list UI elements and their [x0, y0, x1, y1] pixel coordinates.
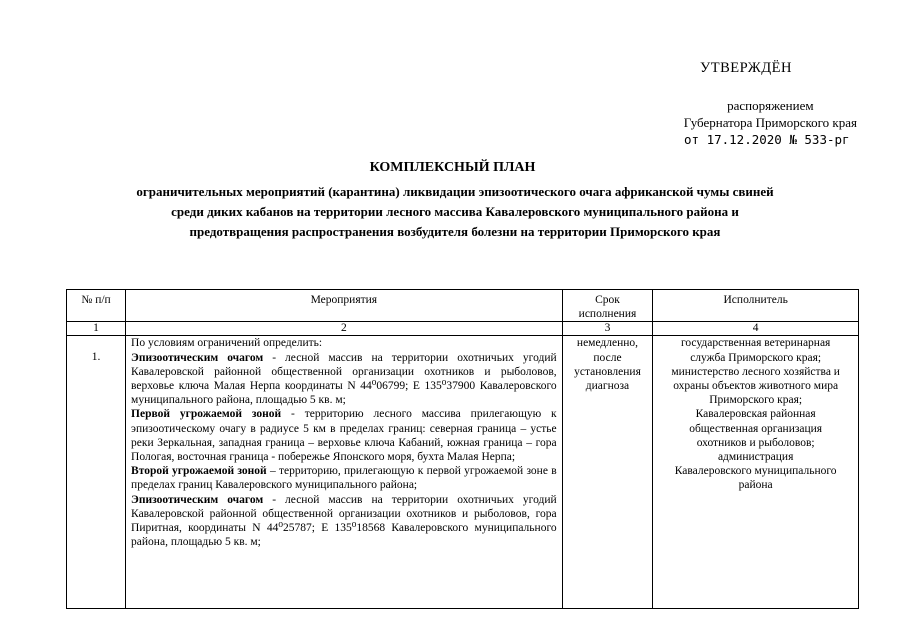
executor-line: Приморского края; — [709, 394, 803, 407]
column-number: 2 — [126, 322, 563, 336]
table-row — [67, 336, 859, 609]
activity-text: - лесной массив на территории охотничьих угодий Кавалеровской районной общественной организации охотников и рыболовов, верховье ключа Малая Нерпа координаты N 44⁰06799; E 135⁰37900 Кавалеровского муниципального района, площадью 5 кв. м; — [131, 351, 557, 407]
approved-date: от 17.12.2020 № 533-рг — [684, 132, 850, 147]
executor-line: министерство лесного хозяйства и — [671, 365, 840, 378]
table-header-row — [67, 290, 859, 322]
activity-text: - территорию лесного массива прилегающую к эпизоотическому очагу в радиусе 5 км в пределах границ: северная граница – устье реки Зеркальная, западная граница – верховье ключа Кабаний, южная граница – гора Пологая, восточная граница - побережье Японского моря, бухта Малая Нерпа; — [131, 408, 557, 464]
plan-table — [66, 289, 859, 609]
executor-line: Кавалеровская районная — [695, 408, 816, 421]
activity-term: Первой угрожаемой зоной — [131, 408, 282, 421]
activity-term: Эпизоотическим очагом — [131, 351, 264, 364]
header-number: № п/п — [67, 290, 126, 322]
activity-term: Эпизоотическим очагом — [131, 493, 264, 506]
row-number: 1. — [67, 336, 126, 609]
approved-by-line1: распоряжением — [727, 98, 814, 113]
document-subtitle — [60, 182, 850, 242]
term-line: после — [593, 351, 622, 364]
executor-line: служба Приморского края; — [690, 351, 822, 364]
activity-term: Второй угрожаемой зоной — [131, 465, 267, 478]
activities-intro: По условиям ограничений определить: — [131, 337, 323, 350]
subtitle-line: среди диких кабанов на территории лесного массива Кавалеровского муниципального района и — [171, 204, 739, 219]
activity-item — [131, 351, 557, 408]
column-number: 3 — [562, 322, 653, 336]
header-executor: Исполнитель — [653, 290, 859, 322]
subtitle-line: предотвращения распространения возбудителя болезни на территории Приморского края — [189, 224, 721, 239]
term-line: немедленно, — [576, 337, 639, 350]
activity-text: – территорию, прилегающую к первой угрожаемой зоне в пределах границ Кавалеровского муниципального района; — [131, 465, 557, 492]
row-activities — [126, 336, 563, 609]
approved-by-block — [684, 97, 857, 131]
row-term — [562, 336, 653, 609]
subtitle-line: ограничительных мероприятий (карантина) ликвидации эпизоотического очага африканской чумы свиней — [136, 184, 774, 199]
executor-line: государственная ветеринарная — [680, 337, 831, 350]
executor-line: Кавалеровского муниципального — [674, 465, 837, 478]
term-line: диагноза — [585, 380, 630, 393]
executor-line: охраны объектов животного мира — [673, 380, 839, 393]
executor-line: администрация — [717, 451, 794, 464]
header-term: Срок исполнения — [562, 290, 653, 322]
header-activities: Мероприятия — [126, 290, 563, 322]
term-line: установления — [574, 365, 641, 378]
column-numbers-row — [67, 322, 859, 336]
row-executor — [653, 336, 859, 609]
activity-text: - лесной массив на территории охотничьих угодий Кавалеровской районной общественной организации охотников и рыболовов, гора Пиритная, координаты N 44⁰25787; E 135⁰18568 Кавалеровского муниципального района, площадью 5 кв. м; — [131, 493, 557, 549]
document-title: КОМПЛЕКСНЫЙ ПЛАН — [369, 160, 536, 175]
activity-item — [131, 464, 557, 492]
approved-by-line2: Губернатора Приморского края — [683, 115, 857, 130]
column-number: 4 — [653, 322, 859, 336]
approved-heading: УТВЕРЖДЁН — [700, 60, 792, 76]
activity-item — [131, 493, 557, 550]
executor-line: общественная организация — [689, 422, 823, 435]
executor-line: охотников и рыболовов; — [696, 436, 815, 449]
activity-item — [131, 407, 557, 464]
executor-line: района — [738, 479, 773, 492]
column-number: 1 — [67, 322, 126, 336]
